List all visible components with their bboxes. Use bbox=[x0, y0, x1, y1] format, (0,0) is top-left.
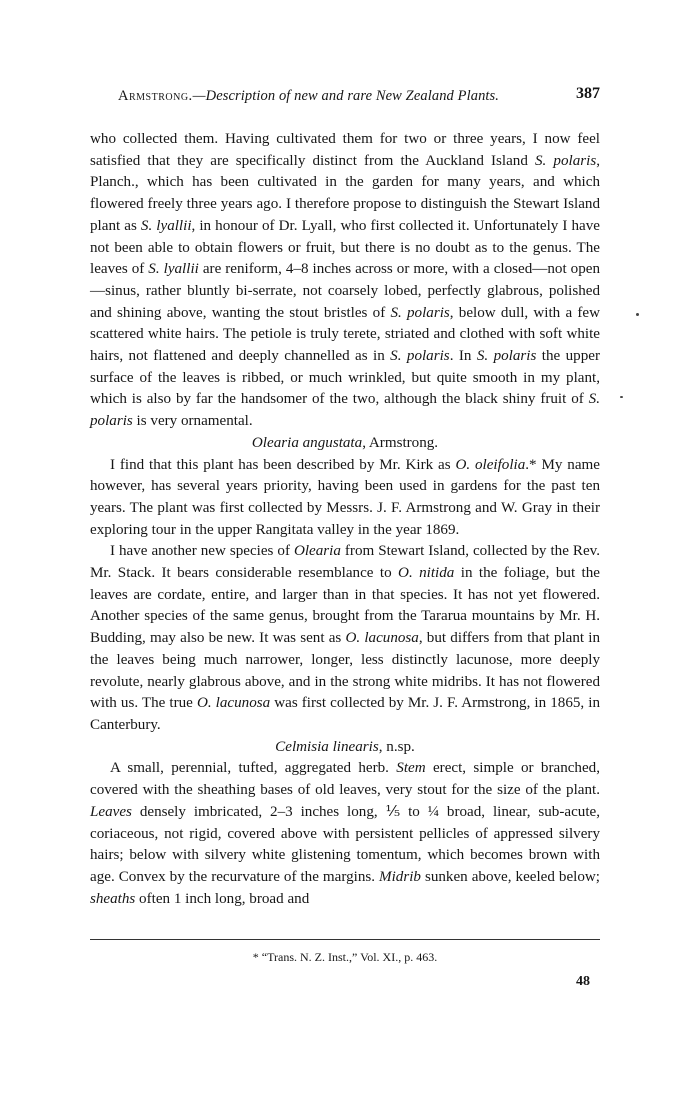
paragraph-1: who collected them. Having cultivated them for two or three years, I now feel satisfied that they are specifically distinct from the Auckland Island S. polaris, Planch., which has been cultivated in the garden for many years, and which flowered freely three years ago. I therefore propose to distinguish the Stewart Island plant as S. lyallii, in honour of Dr. Lyall, who first collected it. Unfortunately I have not been able to obtain flowers or fruit, but there is no doubt as to the genus. The leaves of S. lyallii are reniform, 4–8 inches across or more, with a closed—not open—sinus, rather bluntly bi-serrate, not coarsely lobed, perfectly glabrous, polished and shining above, wanting the stout bristles of S. polaris, below dull, with a few scattered white hairs. The petiole is truly terete, striated and clothed with soft white hairs, not flattened and deeply channelled as in S. polaris. In S. polaris the upper surface of the leaves is ribbed, or much wrinkled, but quite smooth in my plant, which is also by far the handsomer of the two, although the black shiny fruit of S. polaris is very ornamental. bbox=[90, 131, 600, 430]
italic-term: Midrib bbox=[379, 868, 421, 885]
footnote-rule bbox=[90, 939, 600, 940]
italic-term: S. polaris bbox=[535, 152, 597, 169]
italic-term: S. lyallii bbox=[140, 217, 192, 234]
italic-term: O. nitida bbox=[398, 565, 455, 582]
section-heading-olearia-angustata: Olearia angustata, Armstrong. bbox=[251, 434, 439, 451]
italic-term: Leaves bbox=[90, 803, 132, 820]
paragraph-3: I have another new species of Olearia from Stewart Island, collected by the Rev. Mr. Stack. It bears considerable resemblance to O. nitida in the foliage, but the leaves are cordate, entire, and larger than in that species. It has not yet flowered. Another species of the same genus, brought from the Tararua mountains by Mr. H. Budding, may also be new. It was sent as O. lacunosa, but differs from that plant in the leaves being much narrower, longer, less distinctly lacunose, more deeply revolute, nearly glabrous above, and in the strong white midribs. It has not flowered with us. The true O. lacunosa was first collected by Mr. J. F. Armstrong, in 1865, in Canterbury. bbox=[90, 543, 601, 733]
page-number: 387 bbox=[576, 85, 600, 102]
running-title-text: —Description of new and rare New Zealand Plants. bbox=[192, 88, 500, 104]
italic-term: O. oleifolia bbox=[455, 456, 526, 473]
italic-term: O. lacunosa bbox=[196, 695, 271, 712]
footnote: * “Trans. N. Z. Inst.,” Vol. XI., p. 463. bbox=[252, 950, 438, 964]
italic-term: Olearia angustata bbox=[251, 434, 363, 451]
italic-term: sheaths bbox=[90, 890, 136, 907]
body-text bbox=[90, 129, 600, 910]
italic-term: S. polaris bbox=[390, 304, 450, 321]
ink-speck bbox=[636, 313, 639, 316]
italic-term: S. polaris bbox=[90, 391, 600, 430]
running-title bbox=[118, 88, 499, 105]
italic-term: Olearia bbox=[293, 543, 341, 560]
page bbox=[90, 85, 601, 989]
italic-term: Stem bbox=[396, 760, 426, 777]
signature-mark: 48 bbox=[576, 974, 590, 989]
running-head bbox=[90, 85, 600, 110]
italic-term: S. polaris bbox=[476, 348, 537, 365]
paragraph-4: A small, perennial, tufted, aggregated herb. Stem erect, simple or branched, covered with the sheathing bases of old leaves, very stout for the size of the plant. Leaves densely imbricated, 2–3 inches long, ⅕ to ¼ broad, linear, sub-acute, coriaceous, not rigid, covered above with persistent pellicles of appressed silvery hairs; below with silvery white glistening tomentum, which becomes brown with age. Convex by the recurvature of the margins. Midrib sunken above, keeled below; sheaths often 1 inch long, broad and bbox=[90, 760, 601, 907]
running-author: Armstrong. bbox=[118, 88, 193, 104]
italic-term: O. lacunosa bbox=[345, 630, 419, 647]
italic-term: S. lyallii bbox=[148, 261, 199, 278]
ink-speck bbox=[620, 396, 623, 398]
paragraph-2: I find that this plant has been described by Mr. Kirk as O. oleifolia.* My name however, has several years priority, having been used in gardens for the past ten years. The plant was first collected by Messrs. J. F. Armstrong and W. Gray in their exploring tour in the upper Rangitata valley in the year 1869. bbox=[90, 456, 600, 538]
section-heading-celmisia-linearis: Celmisia linearis, n.sp. bbox=[275, 738, 415, 755]
italic-term: Celmisia linearis bbox=[275, 738, 379, 755]
italic-term: S. polaris bbox=[390, 348, 450, 365]
